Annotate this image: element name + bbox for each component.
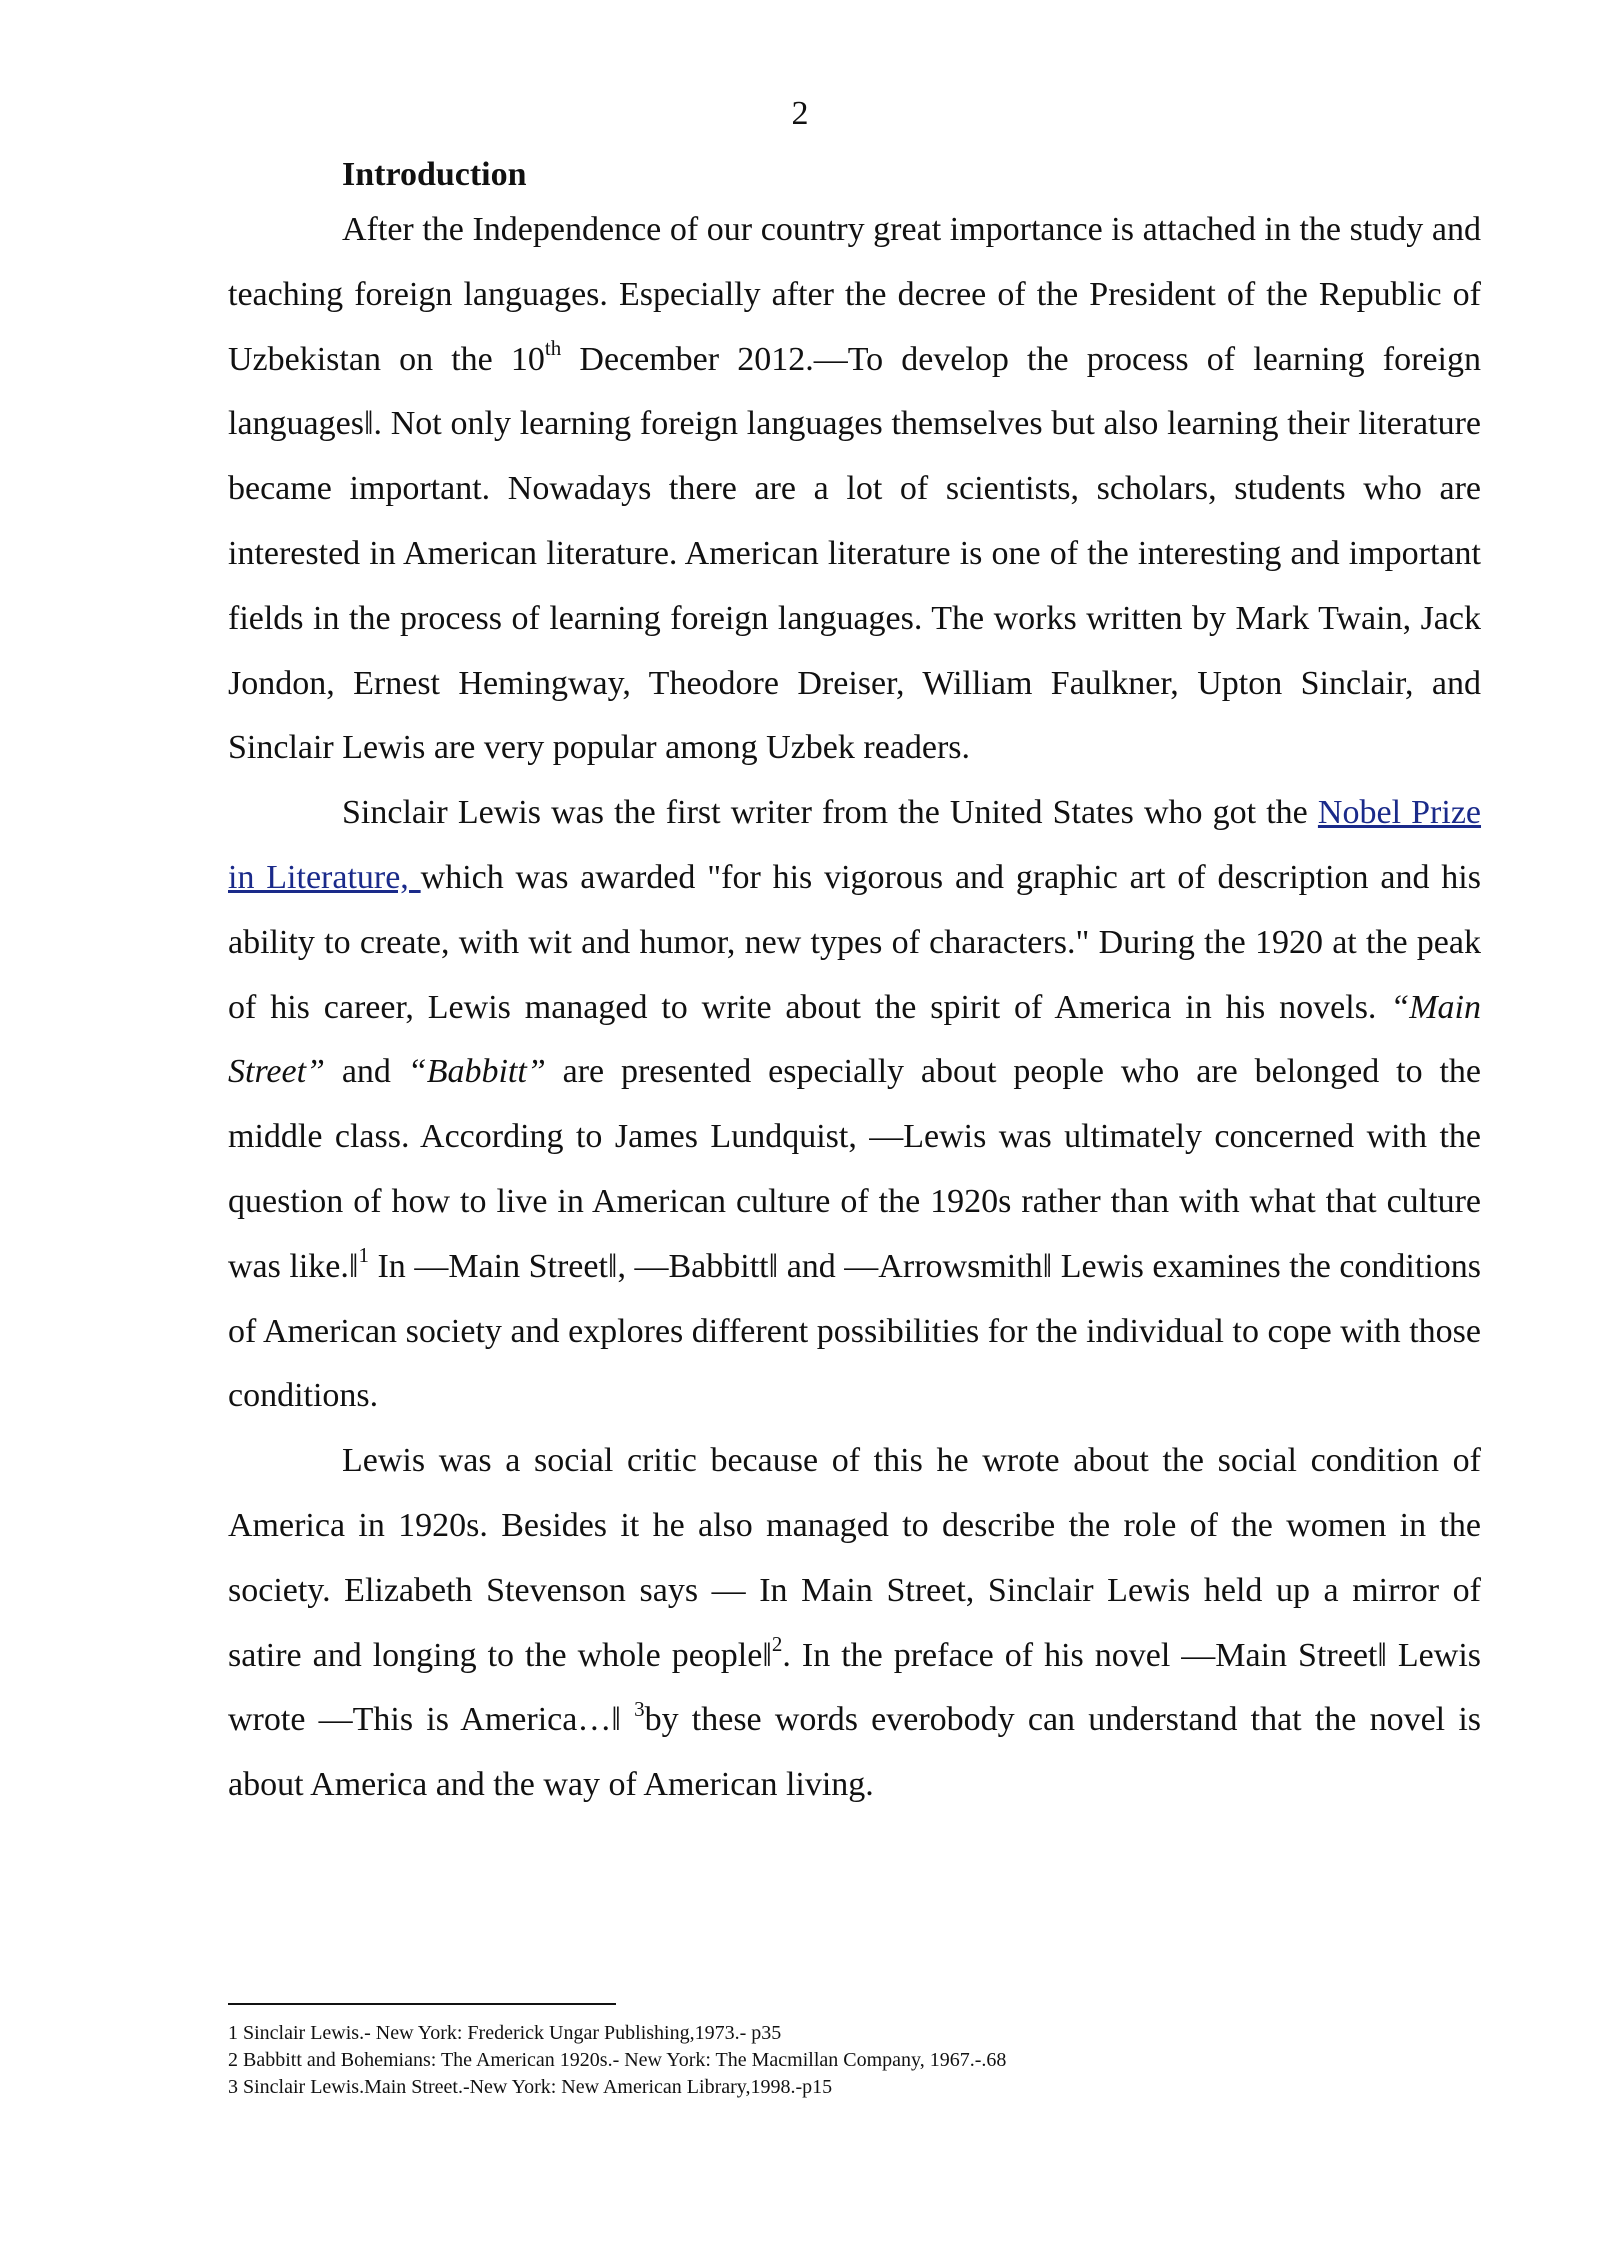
paragraph-1-text-b: December 2012.—To develop the process of learning foreign languages‖. Not only learning foreign languages themselves but also learning their literature became important. Nowadays there are a lot of scientists, scholars, students who are interested in American literature. American literature is one of the interesting and important fields in the process of learning foreign languages. The works written by Mark Twain, Jack Jondon, Ernest Hemingway, Theodore Dreiser, William Faulkner, Upton Sinclair, and Sinclair Lewis are very popular among Uzbek readers. (228, 340, 1481, 767)
paragraph-3-text-a: Lewis was a social critic because of this he wrote about the social condition of America in 1920s. Besides it he also managed to describe the role of the women in the society. Elizabeth Stevenson says — In Main Street, Sinclair Lewis held up a mirror of satire and longing to the whole people‖ (228, 1442, 1481, 1674)
footnote-2: 2 Babbitt and Bohemians: The American 1920s.- New York: The Macmillan Company, 1967.-.68 (228, 2049, 1007, 2071)
paragraph-3 (228, 1429, 1481, 1818)
paragraph-1 (228, 198, 1481, 781)
paragraph-2 (228, 781, 1481, 1429)
footnote-ref-3: 3 (634, 1697, 645, 1721)
novel-title-main-street: “Main Street” (228, 988, 1481, 1091)
footnote-separator (228, 2003, 616, 2005)
paragraph-2-text-b: which was awarded "for his vigorous and graphic art of description and his ability to create, with wit and humor, new types of characters." During the 1920 at the peak of his career, Lewis managed to write about the spirit of America in his novels. (228, 858, 1481, 1026)
section-heading: Introduction (342, 156, 527, 193)
footnote-1: 1 Sinclair Lewis.- New York: Frederick Ungar Publishing,1973.- p35 (228, 2022, 782, 2044)
ordinal-superscript: th (544, 336, 562, 361)
paragraph-3-text-c: by these words everobody can understand that the novel is about America and the way of American living. (228, 1701, 1481, 1804)
novel-title-babbitt: “Babbitt” (407, 1053, 546, 1091)
paragraph-2-text-a: Sinclair Lewis was the first writer from the United States who got the (342, 794, 1318, 832)
paragraph-1-text-a: After the Independence of our country great importance is attached in the study and teaching foreign languages. Especially after the decree of the President of the Republic of Uzbekistan on the 10 (228, 211, 1481, 378)
paragraph-3-text-b: . In the preface of his novel —Main Street‖ Lewis wrote —This is America…‖ (228, 1636, 1481, 1739)
footnotes (228, 2020, 1481, 2101)
paragraph-2-text-e: In —Main Street‖, —Babbitt‖ and —Arrowsmith‖ Lewis examines the conditions of American society and explores different possibilities for the individual to cope with those conditions. (228, 1247, 1481, 1415)
paragraph-2-text-d: are presented especially about people who are belonged to the middle class. According to James Lundquist, —Lewis was ultimately concerned with the question of how to live in American culture of the 1920s rather than with what that culture was like.‖ (228, 1053, 1482, 1285)
paragraph-2-text-c: and (324, 1053, 408, 1091)
nobel-prize-link[interactable]: Nobel Prize in Literature, (228, 794, 1482, 896)
footnote-ref-1: 1 (358, 1243, 369, 1268)
document-body (228, 152, 1481, 1818)
footnote-ref-2: 2 (771, 1632, 783, 1657)
page-number: 2 (791, 95, 809, 132)
footnote-3: 3 Sinclair Lewis.Main Street.-New York: New American Library,1998.-p15 (228, 2076, 833, 2098)
